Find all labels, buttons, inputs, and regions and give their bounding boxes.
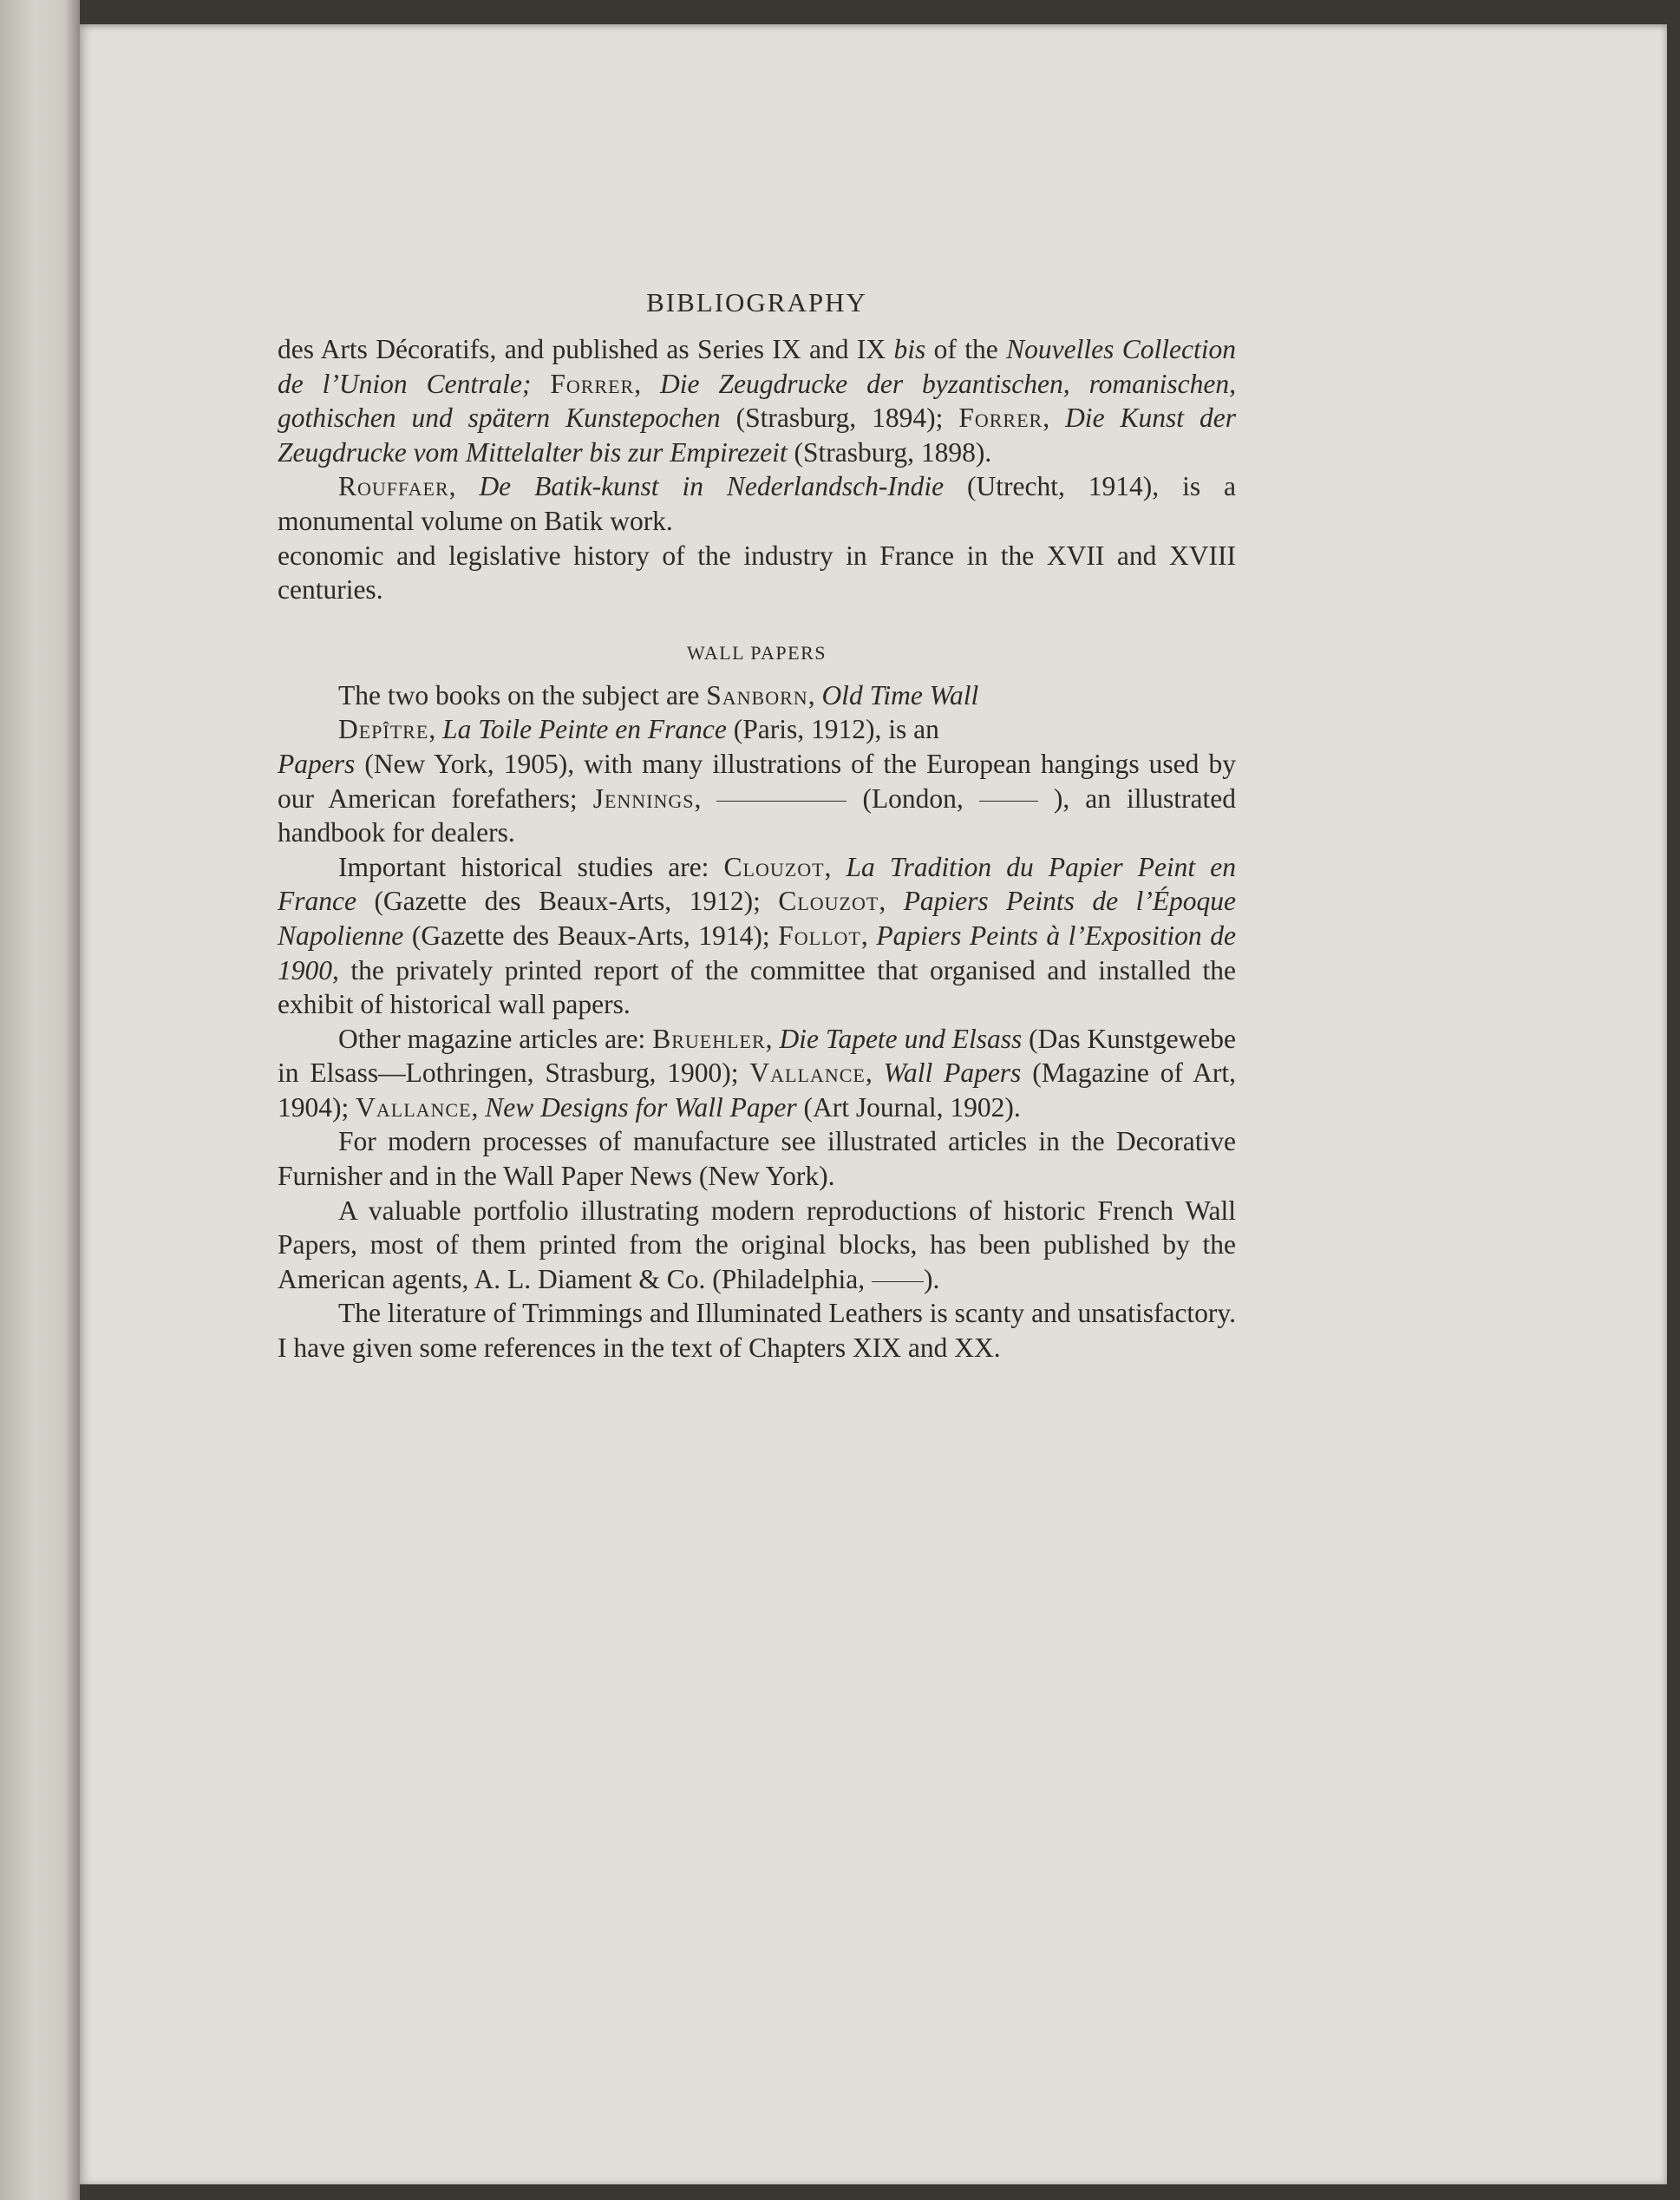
author-name: Clouzot bbox=[723, 851, 825, 882]
text-run: , bbox=[448, 471, 480, 502]
italic-title: New Designs for Wall Paper bbox=[485, 1091, 797, 1123]
text-run: , bbox=[765, 1023, 780, 1054]
paragraph-magazine-articles bbox=[278, 1022, 1236, 1125]
page-content bbox=[278, 287, 1236, 1365]
paragraph-historical-studies bbox=[278, 850, 1236, 1022]
text-run: des Arts Décoratifs, and published as Series IX and IX bbox=[278, 334, 894, 364]
italic-title: Papers bbox=[278, 748, 356, 779]
italic-title: Nouvelles Collection de l’Union Centrale; bbox=[278, 334, 1236, 399]
text-run: (New York, 1905), with many illustrations of the European hangings used by our American forefathers; bbox=[278, 748, 1236, 814]
text-run: (Gazette des Beaux-Arts, 1914); bbox=[403, 920, 779, 951]
author-name: Vallance bbox=[749, 1057, 866, 1089]
text-run: Important historical studies are: bbox=[338, 851, 724, 882]
text-run: , bbox=[807, 679, 822, 710]
text-run: the privately printed report of the committee that organised and installed the exhibit of historical wall papers. bbox=[278, 954, 1236, 1020]
paragraph-papers-jennings bbox=[278, 747, 1236, 850]
italic-title: Die Zeugdrucke der byzantischen, romanischen, gothischen und spätern Kunstepochen bbox=[278, 368, 1237, 434]
italic-title: Die Kunst der Zeugdrucke vom Mittelalter bis zur Empirezeit bbox=[278, 403, 1237, 468]
paragraph-portfolio bbox=[278, 1194, 1236, 1297]
text-run: , bbox=[471, 1091, 486, 1123]
author-name: Follot bbox=[778, 920, 861, 951]
text-run: (Art Journal, 1902). bbox=[796, 1091, 1021, 1123]
text-run: (Strasburg, 1898). bbox=[787, 436, 992, 468]
book-page bbox=[80, 24, 1667, 2184]
paragraph-forrer bbox=[278, 332, 1236, 469]
text-run: , bbox=[1043, 403, 1066, 434]
text-run: ), an illustrated handbook for dealers. bbox=[278, 782, 1236, 848]
text-run: Other magazine articles are: bbox=[338, 1023, 653, 1054]
text-run: (Das Kunstgewebe in Elsass—Lothringen, Strasburg, 1900); bbox=[278, 1023, 1237, 1089]
blank-date-rule bbox=[872, 1281, 924, 1282]
paragraph-modern-processes: For modern processes of manufacture see illustrated articles in the Decorative Furnisher and in the Wall Paper News (New York). bbox=[278, 1126, 1236, 1192]
author-name: Bruehler bbox=[652, 1023, 766, 1054]
text-run: , bbox=[860, 920, 877, 951]
text-run: (Gazette des Beaux-Arts, 1912); bbox=[356, 886, 779, 917]
text-run: ). bbox=[923, 1263, 940, 1294]
author-name: Depître bbox=[338, 714, 429, 745]
text-run: (London, bbox=[847, 782, 979, 814]
text-run: , bbox=[694, 782, 717, 814]
text-run: A valuable portfolio illustrating modern reproductions of historic French Wall Papers, most of them printed from the original blocks, has been published by the American agents, A. L. Diament & Co. (Philadelphia, bbox=[278, 1195, 1236, 1294]
text-run: , bbox=[634, 368, 661, 399]
text-run: , bbox=[879, 886, 904, 917]
italic-title: Wall Papers bbox=[883, 1057, 1022, 1089]
paragraph-sanborn bbox=[278, 678, 1236, 713]
text-run: , bbox=[428, 714, 443, 745]
text-run: (Utrecht, 1914), is a monumental volume on Batik work. bbox=[278, 471, 1237, 536]
italic-run: bis bbox=[893, 334, 926, 364]
author-name: Jennings bbox=[592, 782, 695, 814]
italic-title: La Tradition du Papier Peint en France bbox=[278, 851, 1237, 917]
text-run: of the bbox=[925, 334, 1007, 364]
italic-title: De Batik-kunst in Nederlandsch-Indie bbox=[479, 471, 945, 502]
author-name: Clouzot bbox=[778, 886, 879, 917]
section-heading-wall-papers: WALL PAPERS bbox=[687, 641, 827, 664]
text-run: The two books on the subject are bbox=[338, 679, 707, 710]
paragraph-depitre bbox=[278, 712, 1236, 747]
author-name: Sanborn bbox=[706, 679, 808, 710]
page-heading: BIBLIOGRAPHY bbox=[646, 287, 867, 318]
italic-title: Papiers Peints de l’Époque Napolienne bbox=[278, 886, 1237, 951]
text-run: , bbox=[865, 1057, 884, 1089]
blank-title-rule bbox=[716, 801, 847, 802]
text-run: , bbox=[824, 851, 847, 882]
text-run bbox=[531, 369, 550, 399]
paragraph-rouffaer bbox=[278, 469, 1236, 538]
blank-date-rule bbox=[979, 801, 1038, 802]
italic-title: Die Tapete und Elsass bbox=[779, 1023, 1023, 1054]
text-run: (Strasburg, 1894); bbox=[720, 403, 959, 434]
author-name: Forrer bbox=[958, 403, 1043, 434]
author-name: Vallance bbox=[356, 1091, 472, 1123]
text-run: (Paris, 1912), is an bbox=[726, 714, 939, 745]
paragraph-economic-history: economic and legislative history of the industry in France in the XVII and XVIII centuries. bbox=[278, 540, 1236, 606]
author-name: Forrer bbox=[550, 368, 635, 399]
italic-title: Old Time Wall bbox=[821, 679, 979, 710]
italic-title: Papiers Peints à l’Exposition de 1900, bbox=[278, 920, 1236, 985]
book-binding-edge bbox=[0, 0, 80, 2200]
author-name: Rouffaer bbox=[338, 471, 449, 502]
italic-title: La Toile Peinte en France bbox=[442, 714, 727, 745]
text-run: (Magazine of Art, 1904); bbox=[278, 1057, 1237, 1123]
paragraph-trimmings-leathers: The literature of Trimmings and Illuminated Leathers is scanty and unsatisfactory. I have given some references in the text of Chapters XIX and XX. bbox=[278, 1298, 1236, 1364]
